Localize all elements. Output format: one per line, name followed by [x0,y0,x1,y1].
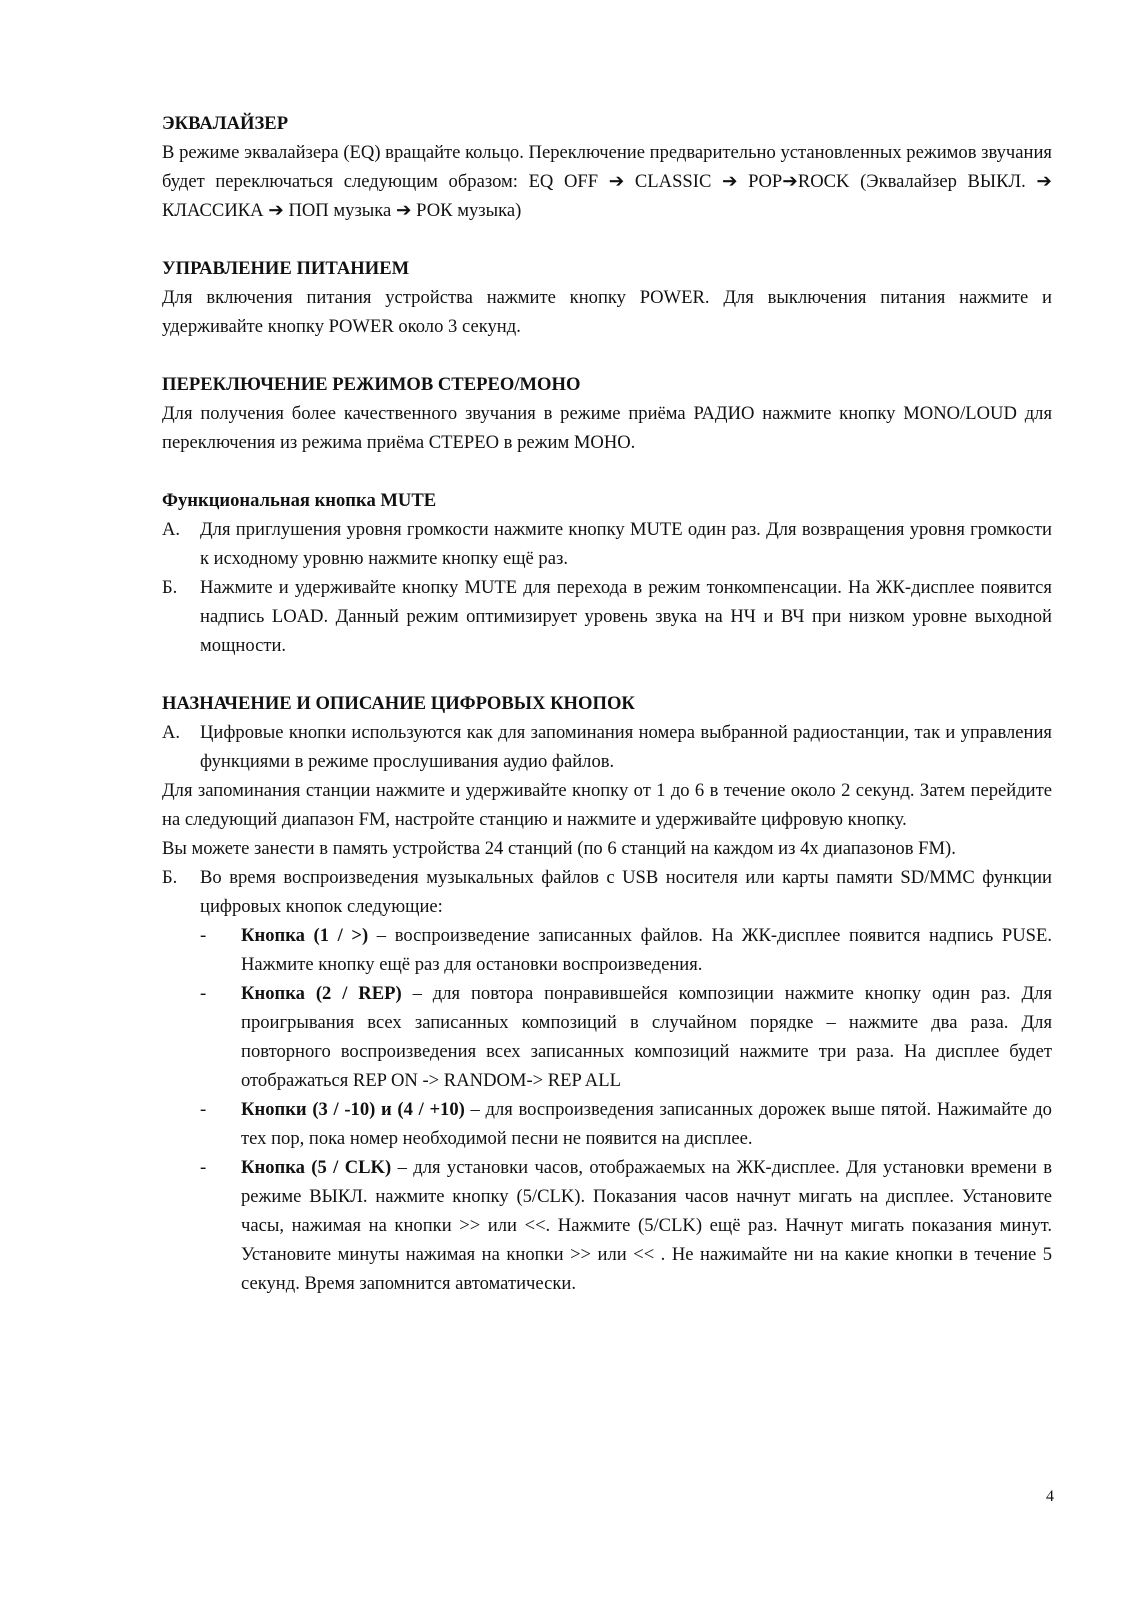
button-label: Кнопка (2 / REP) [241,983,402,1004]
item-text: Цифровые кнопки используются как для запоминания номера выбранной радиостанции, так и управления функциями в режиме прослушивания аудио файлов. [200,722,1052,772]
section-mute [162,486,1052,660]
list-item-body [241,1153,1052,1298]
mute-item-b [162,573,1052,660]
section-title-mute: Функциональная кнопка MUTE [162,490,437,511]
button-description: – воспроизведение записанных файлов. На ЖК-дисплее появится надпись PUSE. Нажмите кнопку ещё раз для остановки воспроизведения. [241,925,1052,975]
section-equalizer [162,109,1052,225]
button-label: Кнопка (5 / CLK) [241,1157,392,1178]
digit-button-list [162,921,1052,1298]
list-item-body [241,979,1052,1095]
dash-marker: - [200,925,207,946]
item-marker: А. [162,519,181,540]
list-item [162,1095,1052,1153]
item-text: Во время воспроизведения музыкальных файлов с USB носителя или карты памяти SD/MMC функции цифровых кнопок следующие: [200,867,1052,917]
dash-marker: - [200,1157,207,1178]
button-description: – для повтора понравившейся композиции нажмите кнопку один раз. Для проигрывания всех записанных композиций в случайном порядке – нажмите два раза. Для повторного воспроизведения всех записанных композиций нажмите три раза. На дисплее будет отображаться REP ON -> RANDOM-> REP ALL [241,983,1052,1091]
list-item [162,921,1052,979]
button-label: Кнопка (1 / >) [241,925,369,946]
section-title-equalizer: ЭКВАЛАЙЗЕР [162,113,289,134]
button-description: – для установки часов, отображаемых на ЖК-дисплее. Для установки времени в режиме ВЫКЛ. нажмите кнопку (5/CLK). Показания часов начнут мигать на дисплее. Установите часы, нажимая на кнопки >> или <<. Нажмите (5/CLK) ещё раз. Начнут мигать показания минут. Установите минуты нажимая на кнопки >> или << . Не нажимайте ни на какие кнопки в течение 5 секунд. Время запомнится автоматически. [241,1157,1052,1294]
list-item-body [241,921,1052,979]
page-number: 4 [1046,1488,1054,1505]
item-text: Для приглушения уровня громкости нажмите кнопку MUTE один раз. Для возвращения уровня громкости к исходному уровню нажмите кнопку ещё раз. [200,519,1052,569]
item-text: Нажмите и удерживайте кнопку MUTE для перехода в режим тонкомпенсации. На ЖК-дисплее появится надпись LOAD. Данный режим оптимизирует уровень звука на НЧ и ВЧ при низком уровне выходной мощности. [200,577,1052,656]
item-marker: А. [162,722,181,743]
section-digit-buttons [162,689,1052,1298]
section-title-digit-buttons: НАЗНАЧЕНИЕ И ОПИСАНИЕ ЦИФРОВЫХ КНОПОК [162,693,635,714]
paragraph-equalizer: В режиме эквалайзера (EQ) вращайте кольцо. Переключение предварительно установленных режимов звучания будет переключаться следующим образом: EQ OFF ➔ CLASSIC ➔ POP➔ROCK (Эквалайзер ВЫКЛ. ➔ КЛАССИКА ➔ ПОП музыка ➔ РОК музыка) [162,142,1052,221]
list-item-body [241,1095,1052,1153]
section-title-stereo-mono: ПЕРЕКЛЮЧЕНИЕ РЕЖИМОВ СТЕРЕО/МОНО [162,374,581,395]
document-page [162,109,1052,1327]
item-marker: Б. [162,577,178,598]
list-item [162,979,1052,1095]
section-stereo-mono [162,370,1052,457]
item-marker: Б. [162,867,178,888]
digits-item-a [162,718,1052,776]
button-label: Кнопки (3 / -10) и (4 / +10) [241,1099,465,1120]
paragraph-station-memory: Вы можете занести в память устройства 24 станций (по 6 станций на каждом из 4х диапазонов FM). [162,838,956,859]
list-item [162,1153,1052,1298]
mute-item-a [162,515,1052,573]
button-description: – для воспроизведения записанных дорожек выше пятой. Нажимайте до тех пор, пока номер необходимой песни не появится на дисплее. [241,1099,1052,1149]
section-power [162,254,1052,341]
paragraph-power: Для включения питания устройства нажмите кнопку POWER. Для выключения питания нажмите и удерживайте кнопку POWER около 3 секунд. [162,287,1052,337]
dash-marker: - [200,983,207,1004]
section-title-power: УПРАВЛЕНИЕ ПИТАНИЕМ [162,258,410,279]
dash-marker: - [200,1099,207,1120]
paragraph-station-store: Для запоминания станции нажмите и удерживайте кнопку от 1 до 6 в течение около 2 секунд. Затем перейдите на следующий диапазон FM, настройте станцию и нажмите и удерживайте цифровую кнопку. [162,780,1052,830]
digits-item-b [162,863,1052,921]
paragraph-stereo-mono: Для получения более качественного звучания в режиме приёма РАДИО нажмите кнопку MONO/LOUD для переключения из режима приёма СТЕРЕО в режим МОНО. [162,403,1052,453]
